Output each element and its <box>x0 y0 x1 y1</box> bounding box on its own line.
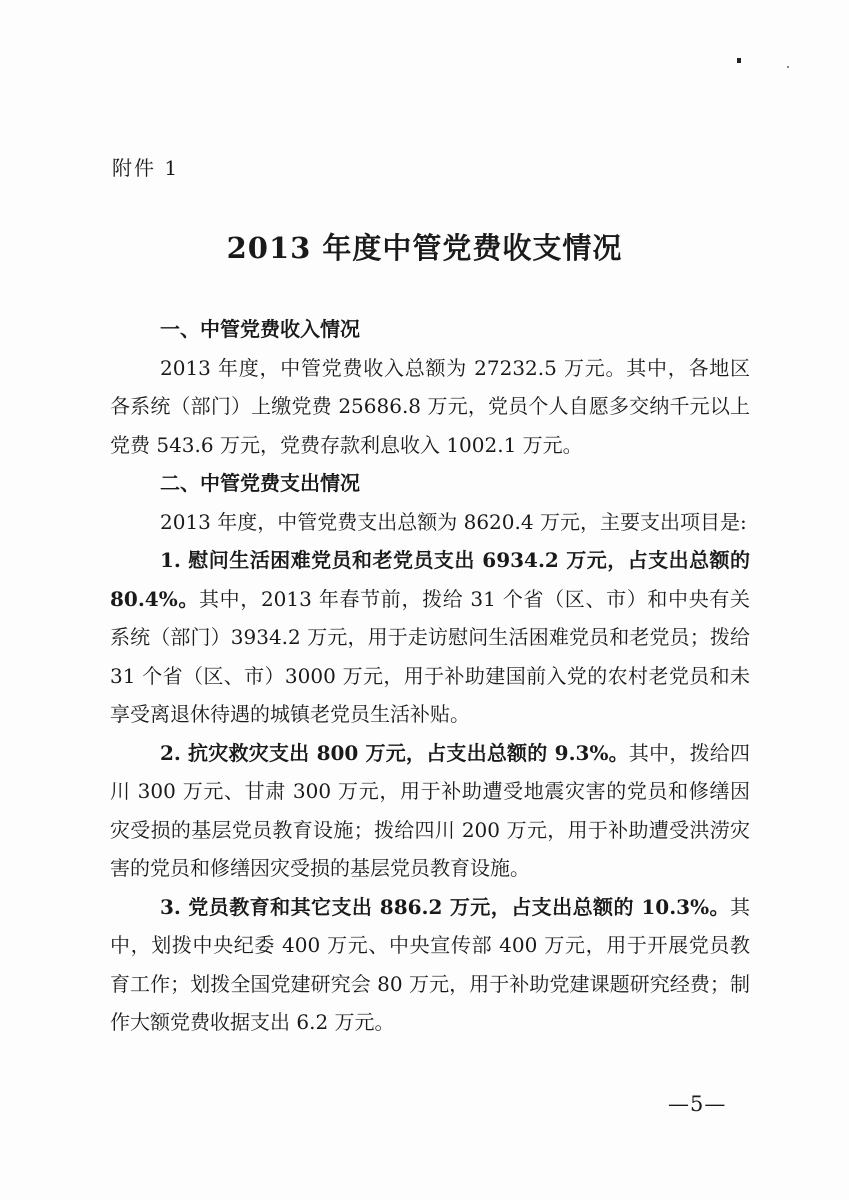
attachment-label: 附件 1 <box>112 156 180 180</box>
expense-item-2-text: 其中，拨给四川 300 万元、甘肃 300 万元，用于补助遭受地震灾害的党员和修缮因灾受损的基层党员教育设施；拨给四川 200 万元，用于补助遭受洪涝灾害的党员和修缮因灾受损的基层党员教育设施。 <box>110 740 751 880</box>
scan-speck <box>787 66 789 68</box>
section-heading-income: 一、中管党费收入情况 <box>160 317 360 341</box>
section-heading-expense: 二、中管党费支出情况 <box>160 471 360 495</box>
document-body <box>110 310 750 1042</box>
expense-intro: 2013 年度，中管党费支出总额为 8620.4 万元，主要支出项目是: <box>160 509 747 534</box>
scan-speck <box>737 58 741 63</box>
expense-item-1-lead: 1. 慰问生活困难党员和老党员支出 6934.2 万元，占支出总额的 80.4%。 <box>110 548 750 611</box>
page-number: —5— <box>668 1092 727 1116</box>
expense-item-3-lead: 3. 党员教育和其它支出 886.2 万元，占支出总额的 10.3%。 <box>160 894 730 919</box>
expense-item-3 <box>110 888 750 1042</box>
income-paragraph: 2013 年度，中管党费收入总额为 27232.5 万元。其中，各地区各系统（部门）上缴党费 25686.8 万元，党员个人自愿多交纳千元以上党费 543.6 万元，党费存款利息收入 1002.1 万元。 <box>110 355 750 457</box>
expense-item-1-text: 其中，2013 年春节前，拨给 31 个省（区、市）和中央有关系统（部门）3934.2 万元，用于走访慰问生活困难党员和老党员；拨给 31 个省（区、市）3000 万元，用于补助建国前入党的农村老党员和未享受离退休待遇的城镇老党员生活补贴。 <box>110 586 750 726</box>
expense-item-1 <box>110 541 750 734</box>
expense-item-3-text: 其中，划拨中央纪委 400 万元、中央宣传部 400 万元，用于开展党员教育工作；划拨全国党建研究会 80 万元，用于补助党建课题研究经费；制作大额党费收据支出 6.2 万元。 <box>110 894 750 1034</box>
document-title: 2013 年度中管党费收支情况 <box>226 231 623 265</box>
expense-item-2-lead: 2. 抗灾救灾支出 800 万元，占支出总额的 9.3%。 <box>160 740 629 765</box>
expense-item-2 <box>110 734 750 888</box>
